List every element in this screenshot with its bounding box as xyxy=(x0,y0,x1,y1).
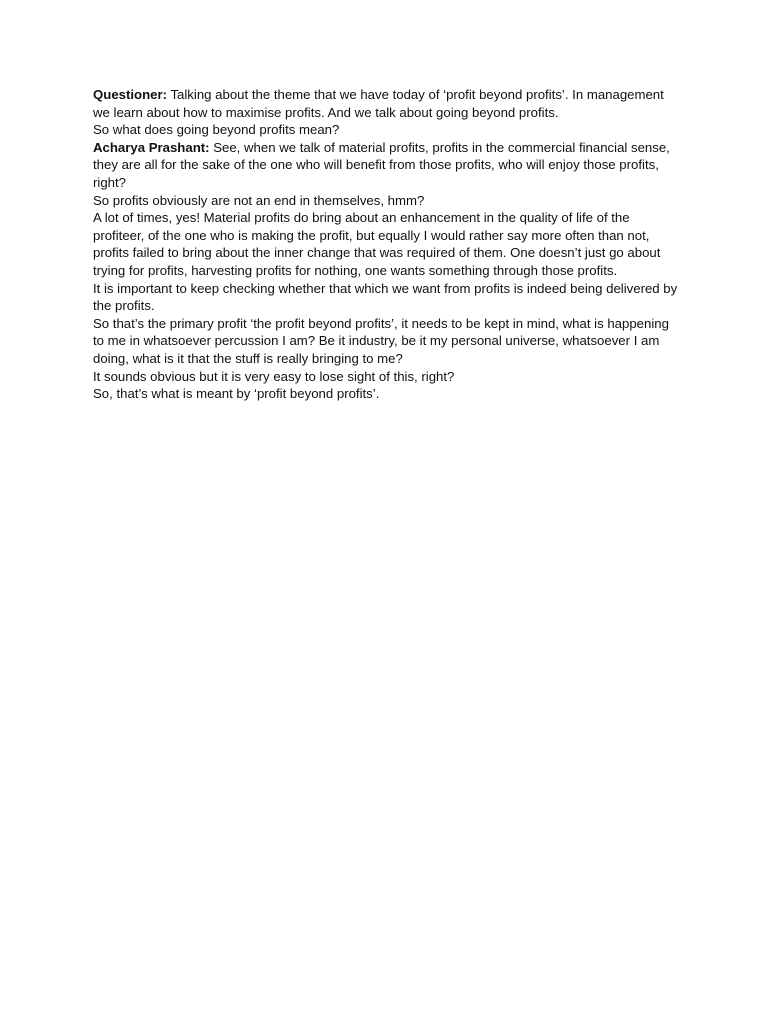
paragraph-text: So profits obviously are not an end in themselves, hmm? xyxy=(93,192,425,208)
paragraph-text: So that’s the primary profit ‘the profit beyond profits’, it needs to be kept in mind, what is happening to me in whatsoever percussion I am? Be it industry, be it my personal universe, whatsoever I am doing, what is it that the stuff is really bringing to me? xyxy=(93,315,669,366)
paragraph xyxy=(93,368,683,386)
paragraph-text: A lot of times, yes! Material profits do bring about an enhancement in the quality of life of the profiteer, of the one who is making the profit, but equally I would rather say more often than not, profits failed to bring about the inner change that was required of them. One doesn’t just go about trying for profits, harvesting profits for nothing, one wants something through those profits. xyxy=(93,210,661,278)
paragraph-questioner-intro xyxy=(93,86,683,121)
paragraph xyxy=(93,315,683,368)
paragraph-text: It is important to keep checking whether that which we want from profits is indeed being delivered by the profits. xyxy=(93,280,678,314)
paragraph-question xyxy=(93,121,683,139)
paragraph xyxy=(93,192,683,210)
paragraph-text: It sounds obvious but it is very easy to lose sight of this, right? xyxy=(93,368,455,384)
paragraph-text: So what does going beyond profits mean? xyxy=(93,122,340,138)
transcript-body xyxy=(93,86,683,403)
paragraph-answer-intro xyxy=(93,139,683,192)
speaker-label: Acharya Prashant: xyxy=(93,139,210,155)
paragraph-closing xyxy=(93,385,683,403)
paragraph xyxy=(93,280,683,315)
paragraph xyxy=(93,209,683,279)
paragraph-text: So, that’s what is meant by ‘profit beyond profits’. xyxy=(93,386,380,402)
paragraph-text: See, when we talk of material profits, profits in the commercial financial sense, they are all for the sake of the one who will benefit from those profits, who will enjoy those profits, right? xyxy=(93,139,670,190)
speaker-label: Questioner: xyxy=(93,87,168,102)
paragraph-text: Talking about the theme that we have today of ‘profit beyond profits’. In management we learn about how to maximise profits. And we talk about going beyond profits. xyxy=(93,87,664,120)
